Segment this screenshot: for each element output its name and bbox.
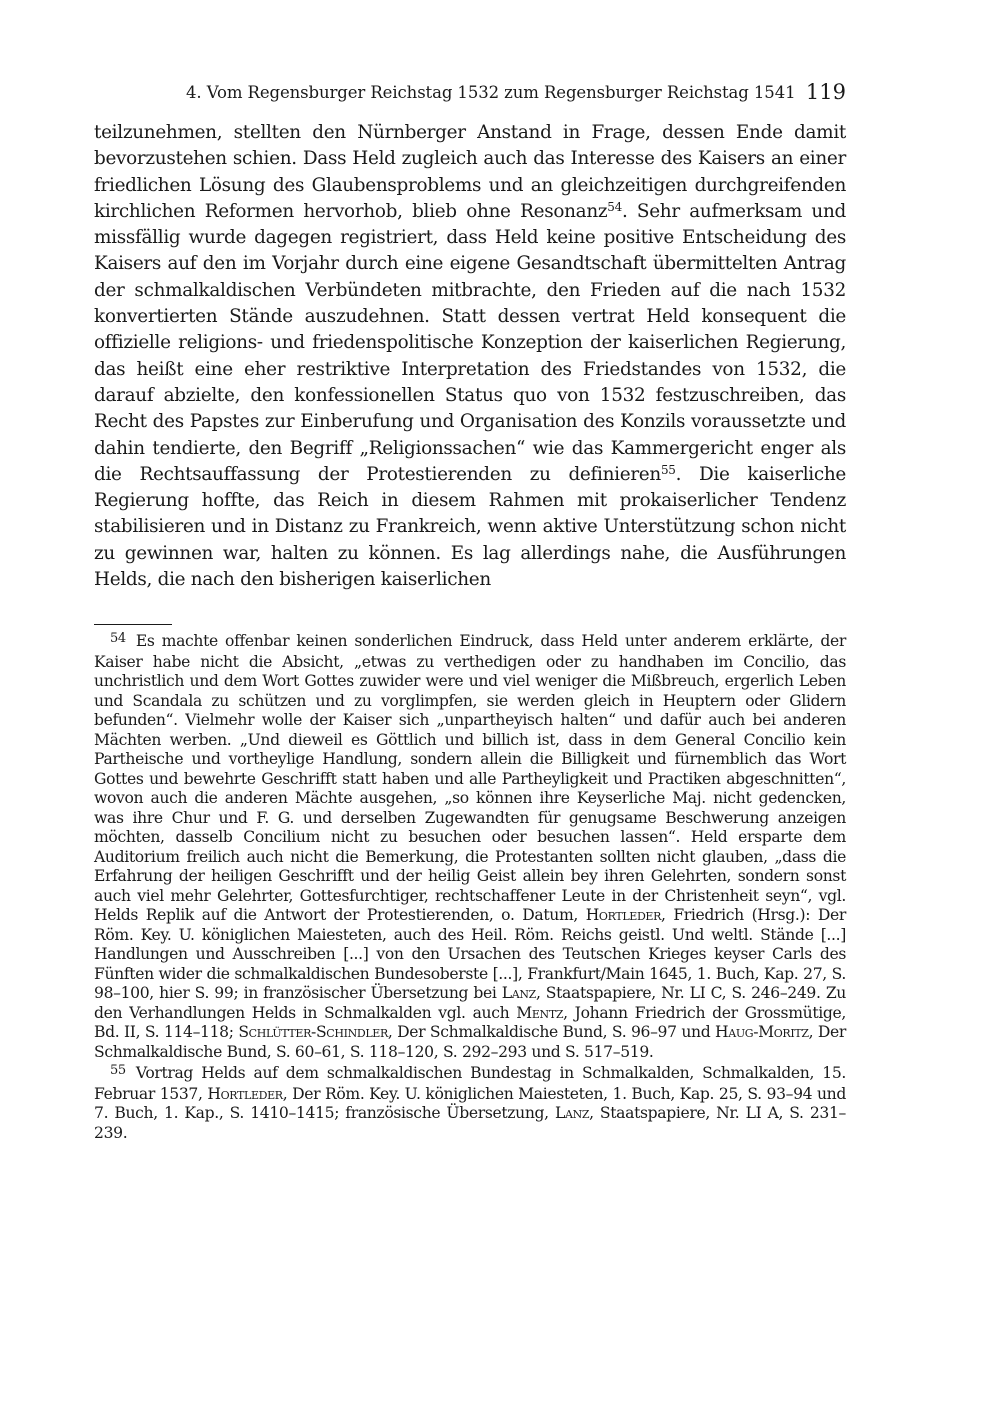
footnote-text: Es machte offenbar keinen sonderlichen Eindruck, dass Held unter anderem erklärte, der Kaiser habe nicht die Absicht, „etwas zu verthedigen oder zu handhaben im Concilio, das unchristlich und dem Wort Gottes zuwider were und viel weniger die Mißbreuch, ergerlich Leben und Scandala zu schützen und zu vorglimpfen, sie werden gleich in Heuptern oder Glidern befunden“. Vielmehr wolle der Kaiser sich „unpartheyisch halten“ und dafür auch bei anderen Mächten werben. „Und dieweil es Göttlich und billich ist, dass in dem General Concilio kein Partheische und vortheylige Handlung, sondern allein die Billigkeit und fürnemblich das Wort Gottes und bewehrte Geschrifft statt haben und alle Partheyligkeit und Practiken abgeschnitten“, wovon auch die anderen Mächte ausgehen, „so können ihre Keyserliche Maj. nicht gedencken, was ihre Chur und F. G. und derselben Zugewandten für genugsame Beschwerung anzeigen möchten, dasselb Concilium nicht zu besuchen oder besuchen lassen“. Held ersparte dem Auditorium freilich auch nicht die Bemerkung, die Protestanten sollten nicht glauben, „dass die Erfahrung der heiligen Geschrifft und der heilig Geist allein bey ihren Gelehrten, sondern sonst auch viel mehr Gelehrter, Gottesfurchtiger, rechtschaffener Leute in der Christenheit seyn“, vgl. Helds Replik auf die Antwort der Protestierenden, o. Datum, [94, 632, 846, 924]
author-name: Haug-Moritz [715, 1023, 809, 1041]
body-text: . Die kaiserliche Regierung hoffte, das Reich in diesem Rahmen mit prokaiserlicher Tendenz stabilisieren und in Distanz zu Frankreich, wenn aktive Unterstützung schon nicht zu gewinnen war, halten zu können. Es lag allerdings nahe, die Ausführungen Helds, die nach den bisherigen kaiserlichen [94, 463, 846, 591]
footnotes [94, 632, 846, 1143]
footnote-ref-55[interactable]: 55 [660, 462, 676, 477]
body-paragraph [94, 120, 846, 593]
footnote-text: , Der Schmalkaldische Bund, S. 60–61, S. 118–120, S. 292–293 und S. 517–519. [94, 1023, 847, 1061]
footnote-text: , Der Röm. Key. U. königlichen Maiesteten, 1. Buch, Kap. 25, S. 93–94 und 7. Buch, 1. Kap., S. 1410–1415; französische Übersetzung, [94, 1084, 847, 1122]
footnote-text: , Johann Friedrich der Grossmütige, Bd. II, S. 114–118; [94, 1003, 847, 1041]
main-text [94, 120, 846, 593]
footnote-ref-54[interactable]: 54 [607, 199, 622, 214]
page-number: 119 [805, 80, 846, 104]
footnote-text: Vortrag Helds auf dem schmalkaldischen Bundestag in Schmalkalden, Schmalkalden, 15. Februar 1537, [94, 1064, 846, 1103]
footnote-text: , Der Schmalkaldische Bund, S. 96–97 und [387, 1023, 711, 1041]
footnote-text: , Friedrich (Hrsg.): Der Röm. Key. U. königlichen Maiesteten, auch des Heil. Röm. Reichs geistl. Und weltl. Stände [...] Handlungen und Ausschreiben [...] von den Ursachen des Teutschen Krieges keyser Carls des Fünften wider die schmalkaldischen Bundesoberste [...], Frankfurt/Main 1645, 1. Buch, Kap. 27, S. 98–100, hier S. 99; in französischer Übersetzung bei [94, 906, 847, 1002]
footnote-number: 54 [110, 631, 126, 646]
author-name: Hortleder [585, 906, 662, 924]
running-title: 4. Vom Regensburger Reichstag 1532 zum Regensburger Reichstag 1541 [186, 83, 796, 102]
author-name: Mentz [516, 1003, 564, 1022]
author-name: Schlütter-Schindler [238, 1023, 388, 1041]
footnote-text: , Staatspapiere, Nr. LI C, S. 246–249. Zu den Verhandlungen Helds in Schmalkalden vgl. auch [94, 984, 847, 1022]
footnote-55 [94, 1064, 846, 1143]
body-text: . Sehr aufmerksam und missfällig wurde dagegen registriert, dass Held keine positive Entscheidung des Kaisers auf den im Vorjahr durch eine eigene Gesandtschaft übermittelten Antrag der schmalkaldischen Verbündeten mitbrachte, den Frieden auf die nach 1532 konvertierten Stände auszudehnen. Statt dessen vertrat Held konsequent die offizielle religions- und friedenspolitische Konzeption der kaiserlichen Regierung, das heißt eine eher restriktive Interpretation des Friedstandes von 1532, die darauf abzielte, den konfessionellen Status quo von 1532 festzuschreiben, das Recht des Papstes zur Einberufung und Organisation des Konzils voraussetzte und dahin tendierte, den Begriff „Religionssachen“ wie das Kammergericht enger als die Rechtsauffassung der Protestierenden zu definieren [94, 200, 846, 485]
running-header [186, 80, 846, 108]
author-name: Hortleder [207, 1084, 283, 1103]
body-text: teilzunehmen, stellten den Nürnberger Anstand in Frage, dessen Ende damit bevorzustehen schien. Dass Held zugleich auch das Interesse des Kaisers an einer friedlichen Lösung des Glaubensproblems und an gleichzeitigen durchgreifenden kirchlichen Reformen hervorhob, blieb ohne Resonanz [94, 122, 846, 222]
author-name: Lanz [501, 984, 536, 1002]
footnote-number: 55 [110, 1063, 126, 1078]
footnote-separator [94, 624, 172, 625]
author-name: Lanz [554, 1104, 590, 1122]
footnote-54 [94, 632, 846, 1062]
footnote-text: , Staatspapiere, Nr. LI A, S. 231–239. [94, 1104, 847, 1142]
